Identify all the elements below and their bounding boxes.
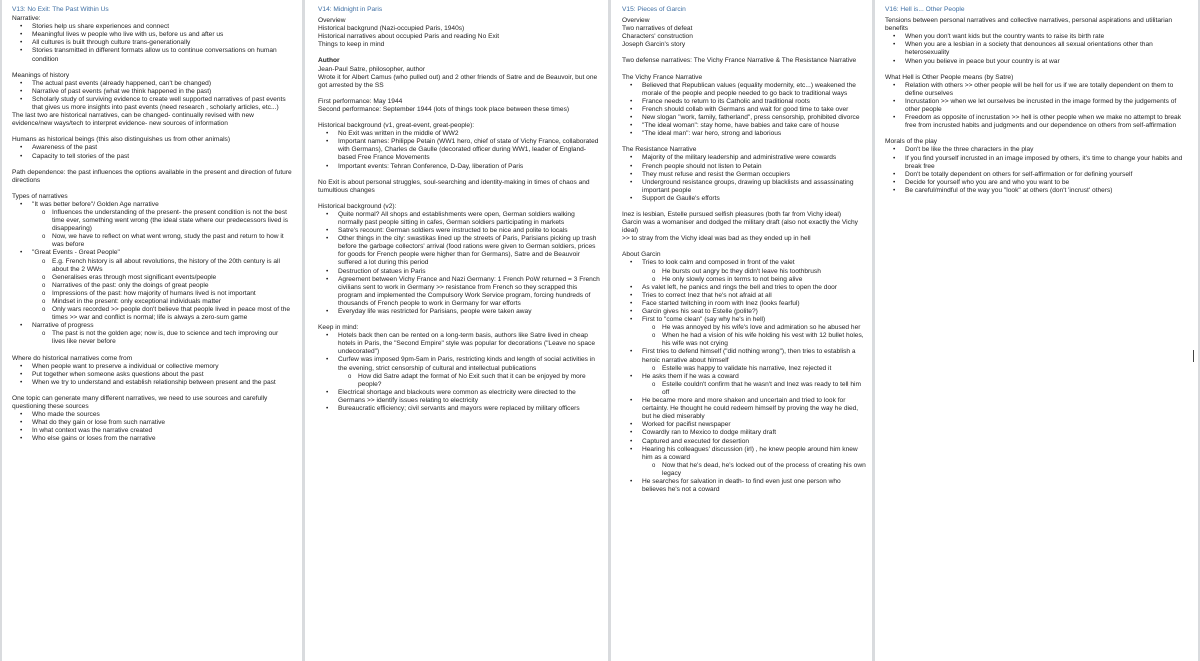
sub-bullet-item: o Influences the understanding of the present- the present condition is not the best time ever, something went wrong (the ideal state where our predecessors lived is disappearing) [12,209,293,233]
bullet-item: • First to "come clean" (say why he's in hell) [622,316,866,324]
bullet-item: • Awareness of the past [12,144,293,152]
text-line: Characters' construction [622,33,693,41]
text-line: Overview [318,17,346,25]
spacer [622,49,866,57]
bullet-item: • Relation with others >> other people will be hell for us if we are totally dependent on them to define ourselves [885,82,1190,98]
text-line: About Garcin [622,251,661,259]
bullet-item: • When you don't want kids but the country wants to raise its birth rate [885,33,1190,41]
spacer [885,130,1190,138]
bullet-item: • Put together when someone asks questions about the past [12,371,293,379]
bullet-item: • France needs to return to its Catholic and traditional roots [622,98,866,106]
section-title: V13: No Exit: The Past Within Us [12,6,109,13]
bullet-item: • Destruction of statues in Paris [318,268,600,276]
bullet-item: • Capacity to tell stories of the past [12,153,293,161]
spacer [12,64,293,72]
bullet-item: • Hearing his colleagues' discussion (irl) , he knew people around him knew him as a coward [622,446,866,462]
bullet-item: • If you find yourself incrusted in an image imposed by others, it's time to change your habits and break free [885,155,1190,171]
text-line: Meanings of history [12,71,70,79]
bullet-item: • As valet left, he panics and rings the bell and tries to open the door [622,284,866,292]
section-title: V16: Hell is... Other People [885,6,965,13]
text-line: Jean-Paul Satre, philosopher, author [318,65,426,73]
bullet-item: • Incrustation >> when we let ourselves be incrusted in the image formed by the judgements of other people [885,98,1190,114]
text-cursor [1193,350,1194,362]
notes-column-v15[interactable] [611,0,872,661]
text-line: No Exit is about personal struggles, soul-searching and identity-making in times of chaos and tumultious changes [318,178,590,194]
bullet-item: • Narrative of past events (what we think happened in the past) [12,88,293,96]
bullet-item: • When people want to preserve a individual or collective memory [12,363,293,371]
bullet-item: • The actual past events (already happened, can't be changed) [12,80,293,88]
sub-bullet-item: o Narratives of the past: only the doings of great people [12,282,293,290]
sub-bullet-item: o He only slowly comes in terms to not being alive [622,276,866,284]
bullet-item: • Curfew was imposed 9pm-5am in Paris, restricting kinds and length of social activities in the evening, strict censorship of cultural and intellectual publications [318,356,600,372]
bullet-item: • Who made the sources [12,411,293,419]
spacer [318,171,600,179]
bullet-item: • Quite normal? All shops and establishments were open, German soldiers walking normally past people sitting in cafes, German soldiers participating in markets [318,211,600,227]
bullet-item: • No Exit was written in the middle of WW2 [318,130,600,138]
text-line: Historical narratives about occupied Paris and reading No Exit [318,33,500,41]
text-line: The Vichy France Narrative [622,73,703,81]
bullet-item: • Tries to correct Inez that he's not afraid at all [622,292,866,300]
bullet-item: • In what context was the narrative created [12,427,293,435]
bullet-item: • Don't be like the three characters in the play [885,146,1190,154]
bullet-item: • He became more and more shaken and uncertain and tried to look for certainty. He thought he could redeem himself by proving the way he died, but he died miserably [622,397,866,421]
bullet-item: • Satre's recount: German soldiers were instructed to be nice and polite to locals [318,227,600,235]
sub-bullet-item: o Now, we have to reflect on what went wrong, study the past and return to how it was before [12,233,293,249]
text-line: Author [318,57,340,65]
bullet-item: • Hotels back then can be rented on a long-term basis, authors like Satre lived in cheap hotels in Paris, the "Second Empire" style was popular for decorations ("Leave no space undecorated") [318,332,600,356]
bullet-item: • He searches for salvation in death- to find even just one person who believes he's not a coward [622,478,866,494]
sub-bullet-item: o E.g. French history is all about revolutions, the history of the 20th century is all about the 2 WWs [12,258,293,274]
spacer [318,49,600,57]
bullet-item: • When we try to understand and establish relationship between present and the past [12,379,293,387]
sub-bullet-item: o Generalises eras through most significant events/people [12,274,293,282]
bullet-item: • Garcin gives his seat to Estelle (polite?) [622,308,866,316]
bullet-item: • They must refuse and resist the German occupiers [622,171,866,179]
bullet-item: • All cultures is built through culture trans-generationally [12,39,293,47]
spacer [318,195,600,203]
text-line: Humans as historical beings (this also distinguishes us from other animals) [12,136,231,144]
spacer [12,161,293,169]
text-line: Tensions between personal narratives and collective narratives, personal aspirations and utilitarian benefits [885,17,1172,33]
bullet-item: • First tries to defend himself ("did nothing wrong"), then tries to establish a heroic narrative about himself [622,348,866,364]
bullet-item: • Believed that Republican values (equality modernity, etc...) weakened the morale of the people and people needed to go back to traditional ways [622,82,866,98]
spacer [12,387,293,395]
notes-column-v13[interactable] [2,0,302,661]
bullet-item: • Stories help us share experiences and connect [12,23,293,31]
bullet-item: • Freedom as opposite of incrustation >> hell is other people when we make no attempt to break free from incrusted habits and judgments and our dependence on others from self-affirmation [885,114,1190,130]
spacer [318,90,600,98]
spacer [12,185,293,193]
bullet-item: • Decide for yourself who you are and who you want to be [885,179,1190,187]
bullet-item: • Underground resistance groups, drawing up blacklists and assassinating important people [622,179,866,195]
text-line: What Hell is Other People means (by Satre) [885,73,1014,81]
sub-bullet-item: o Estelle couldn't confirm that he wasn't and Inez was ready to tell him off [622,381,866,397]
text-line: The last two are historical narratives, can be changed- continually revised with new evidence/new ways/tech to interpret evidence- new sources of information [12,112,254,128]
bullet-item: • Don't be totally dependent on others for self-affirmation or for defining yourself [885,171,1190,179]
spacer [885,66,1190,74]
bullet-item: • Important names: Philippe Petain (WW1 hero, chief of state of Vichy France, collaborated with Germans), Charles de Gaulle (decorated officer during WW1, leader of England-based Free France Movements [318,138,600,162]
text-line: Morals of the play [885,138,938,146]
bullet-item: • Important events: Tehran Conference, D-Day, liberation of Paris [318,163,600,171]
text-line: >> to stray from the Vichy ideal was bad as they ended up in hell [622,235,811,243]
sub-bullet-item: o He bursts out angry bc they didn't leave his toothbrush [622,268,866,276]
bullet-item: • Be careful/mindful of the way you "look" at others (don't 'incrust' others) [885,187,1190,195]
notes-body [318,17,600,413]
text-line: First performance: May 1944 [318,97,403,105]
spacer [12,128,293,136]
sub-bullet-item: o Mindset in the present: only exceptional individuals matter [12,298,293,306]
bullet-item: • Majority of the military leadership and administrative were cowards [622,154,866,162]
bullet-item: • Who else gains or loses from the narrative [12,435,293,443]
bullet-item: • Captured and executed for desertion [622,438,866,446]
bullet-item: • Electrical shortage and blackouts were common as electricity were directed to the Germans >> identify issues relating to electricity [318,389,600,405]
text-line: Garcin was a womaniser and dodged the military draft (also not exactly the Vichy ideal) [622,219,858,235]
text-line: Inez is lesbian, Estelle pursued selfish pleasures (both far from Vichy ideal) [622,210,842,218]
bullet-item: • French should collab with Germans and wait for good time to take over [622,106,866,114]
bullet-item: • He asks them if he was a coward [622,373,866,381]
bullet-item: • French people should not listen to Petain [622,163,866,171]
notes-body [885,17,1190,195]
bullet-item: • Bureaucratic efficiency; civil servants and mayors were replaced by military officers [318,405,600,413]
notes-body [622,17,866,494]
sub-bullet-item: o Now that he's dead, he's locked out of the process of creating his own legacy [622,462,866,478]
text-line: Overview [622,17,650,25]
bullet-item: • Support de Gaulle's efforts [622,195,866,203]
text-line: The Resistance Narrative [622,146,697,154]
text-line: Things to keep in mind [318,41,385,49]
text-line: Historical background (v1, great-event, great-people): [318,122,475,130]
sub-bullet-item: o Estelle was happy to validate his narrative, Inez rejected it [622,365,866,373]
bullet-item: • Meaningful lives w people who live with us, before us and after us [12,31,293,39]
text-line: Wrote it for Albert Camus (who pulled out) and 2 other friends of Satre and de Beauvoir, but one got arrested by the SS [318,73,598,89]
notes-column-v16[interactable] [875,0,1198,661]
bullet-item: • When you believe in peace but your country is at war [885,58,1190,66]
bullet-item: • Scholarly study of surviving evidence to create well supported narratives of past events that gives us more insights into past events (need research , scholarly articles, etc...) [12,96,293,112]
bullet-item: • Other things in the city: swastikas lined up the streets of Paris, Parisians picking up trash before the garbage collectors' arrival (food rations were given to German soldiers, prices for goods for French people were higher than for Germans), Satre and de Beauvoir suffered a lot during this period [318,235,600,267]
text-line: Keep in mind: [318,324,359,332]
bullet-item: • "Great Events - Great People" [12,249,293,257]
text-line: Narrative: [12,15,41,23]
bullet-item: • Face started twitching in room with Inez (looks fearful) [622,300,866,308]
bullet-item: • What do they gain or lose from such narrative [12,419,293,427]
bullet-item: • Tries to look calm and composed in front of the valet [622,259,866,267]
section-title: V14: Midnight in Paris [318,6,383,13]
text-line: Joseph Garcin's story [622,41,686,49]
text-line: One topic can generate many different narratives, we need to use sources and carefully questioning these sources [12,394,268,411]
text-line: Second performance: September 1944 (lots of things took place between these times) [318,105,570,113]
bullet-item: • New slogan "work, family, fatherland", press censorship, prohibited divorce [622,114,866,122]
spacer [318,316,600,324]
text-line: Historical background (v2): [318,202,397,210]
sub-bullet-item: o He was annoyed by his wife's love and admiration so he abused her [622,324,866,332]
text-line: Two defense narratives: The Vichy France Narrative & The Resistance Narrative [622,57,857,65]
section-title: V15: Pieces of Garcin [622,6,686,13]
spacer [622,203,866,211]
bullet-item: • Agreement between Vichy France and Nazi Germany: 1 French PoW returned = 3 French civilians sent to work in Germany >> resistance from French so they scrapped this program and implemented the Compulsory Work Service program, forcing hundreds of thousands of French people to work in Germany for war efforts [318,276,600,308]
bullet-item: • Cowardly ran to Mexico to dodge military draft [622,429,866,437]
sub-bullet-item: o Only wars recorded >> people don't believe that people lived in peace most of the times >> war and conflict is normal; life is always a zero-sum game [12,306,293,322]
spacer [622,66,866,74]
bullet-item: • Narrative of progress [12,322,293,330]
bullet-item: • "The ideal woman": stay home, have babies and take care of house [622,122,866,130]
bullet-item: • "It was better before"/ Golden Age narrative [12,201,293,209]
bullet-item: • When you are a lesbian in a society that denounces all sexual orientations other than heterosexuality [885,41,1190,57]
sub-bullet-item: o How did Satre adapt the format of No Exit such that it can be enjoyed by more people? [318,373,600,389]
text-line: Historical backgrund (Nazi-occupied Paris, 1940s) [318,25,465,33]
spacer [622,138,866,146]
spacer [318,114,600,122]
spacer [622,243,866,251]
sub-bullet-item: o Impressions of the past: how majority of humans lived is not important [12,290,293,298]
notes-body [12,15,293,443]
text-line: Two narratives of defeat [622,25,693,33]
text-line: Where do historical narratives come from [12,354,133,362]
bullet-item: • "The ideal man": war hero, strong and laborious [622,130,866,138]
bullet-item: • Stories transmitted in different formats allow us to continue conversations on human condition [12,47,293,63]
sub-bullet-item: o When he had a vision of his wife holding his vest with 12 bullet holes, his wife was not crying [622,332,866,348]
text-line: Types of narratives [12,192,68,200]
spacer [12,347,293,355]
bullet-item: • Worked for pacifist newspaper [622,421,866,429]
text-line: Path dependence: the past influences the options available in the present and direction of future directions [12,168,292,184]
bullet-item: • Everyday life was restricted for Parisians, people were taken away [318,308,600,316]
notes-column-v14[interactable] [305,0,608,661]
sub-bullet-item: o The past is not the golden age; now is, due to science and tech improving our lives like never before [12,330,293,346]
